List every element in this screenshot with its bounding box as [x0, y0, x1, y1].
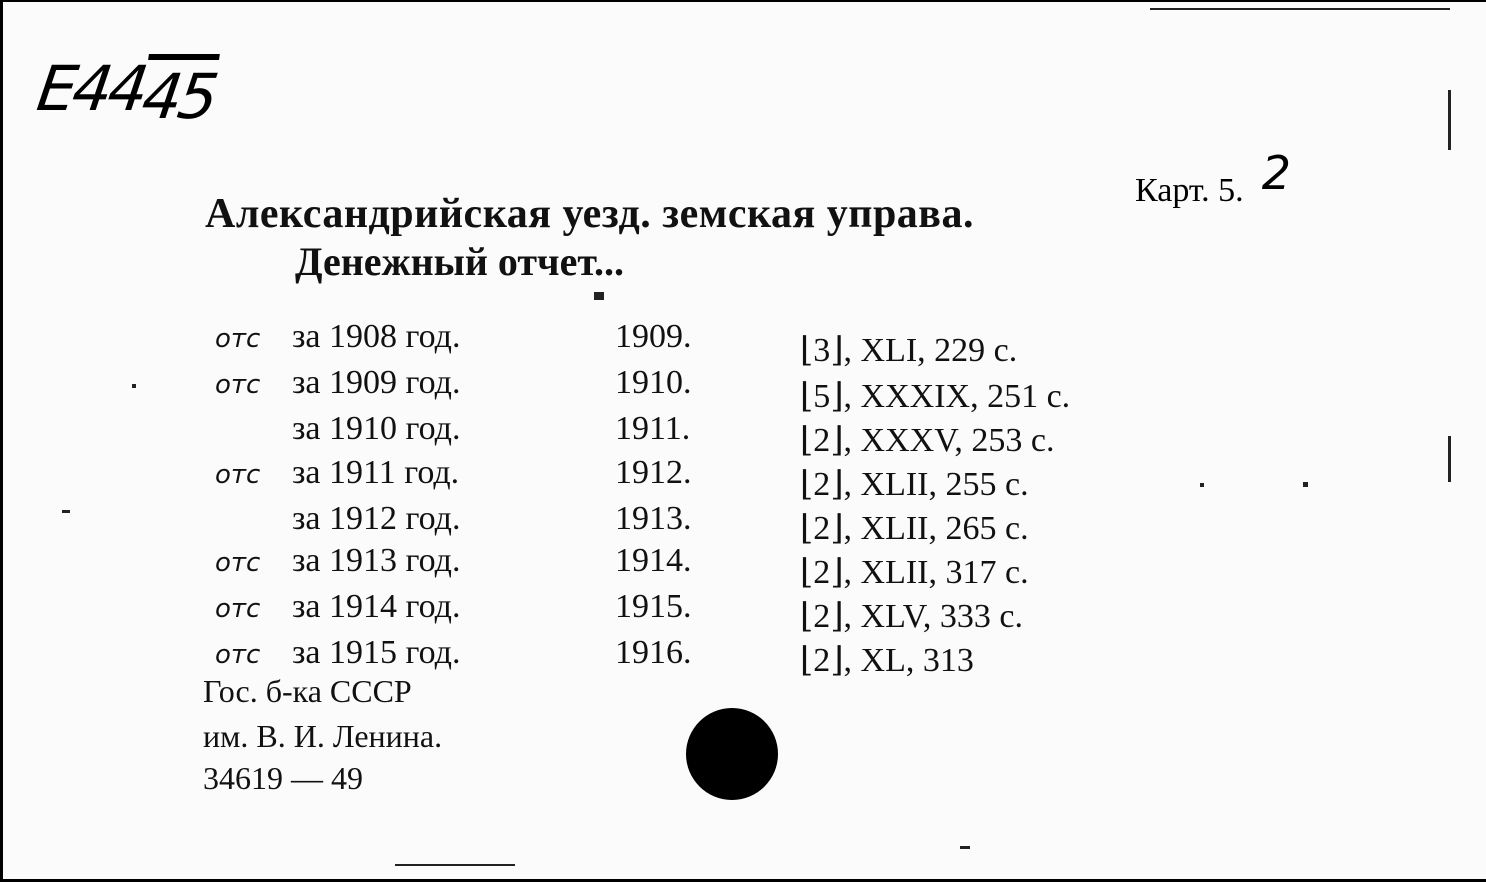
dust-speck — [594, 292, 604, 300]
card-title: Александрийская уезд. земская управа. — [205, 191, 974, 237]
dust-speck — [1303, 482, 1308, 487]
row-ref: ⌊2⌋, XL, 313 — [800, 642, 974, 679]
footer-card-code: 34619 — 49 — [203, 760, 363, 796]
report-row — [0, 634, 1200, 678]
row-mark: отс — [215, 594, 261, 624]
scratch-mark — [1150, 8, 1450, 10]
row-ref: ⌊2⌋, XLV, 333 с. — [800, 598, 1023, 635]
report-row — [0, 364, 1200, 415]
row-year: за 1914 год. — [292, 588, 461, 625]
row-ref: ⌊3⌋, XLI, 229 с. — [800, 332, 1018, 369]
footer-library: Гос. б-ка СССР — [203, 673, 412, 709]
card-number-handwritten: 2 — [1261, 146, 1291, 200]
row-pub-year: 1909. — [615, 318, 692, 355]
card-top-edge — [0, 0, 1486, 2]
row-pub-year: 1916. — [615, 634, 692, 671]
footer-library-name: им. В. И. Ленина. — [203, 718, 443, 754]
card-number — [1135, 146, 1291, 212]
row-year: за 1910 год. — [292, 410, 461, 447]
row-pub-year: 1915. — [615, 588, 692, 625]
row-mark: отс — [215, 460, 261, 490]
row-mark: отс — [215, 324, 261, 354]
row-year: за 1911 год. — [292, 454, 460, 491]
card-subtitle: Денежный отчет... — [295, 239, 624, 284]
row-ref: ⌊2⌋, XXXV, 253 с. — [800, 422, 1055, 459]
report-row — [0, 588, 1200, 635]
report-row — [0, 410, 1200, 459]
row-mark: отс — [215, 370, 261, 400]
report-row — [0, 318, 1200, 369]
dust-speck — [62, 510, 70, 513]
row-year: за 1912 год. — [292, 500, 461, 537]
row-ref: ⌊2⌋, XLII, 317 с. — [800, 554, 1029, 591]
row-year: за 1908 год. — [292, 318, 461, 355]
row-year: за 1913 год. — [292, 542, 461, 579]
row-pub-year: 1911. — [615, 410, 691, 447]
punch-hole — [686, 708, 778, 800]
report-row — [0, 542, 1200, 591]
row-pub-year: 1913. — [615, 500, 692, 537]
row-pub-year: 1912. — [615, 454, 692, 491]
report-row — [0, 500, 1200, 547]
shelfmark-sup: 45 — [137, 60, 219, 133]
row-ref: ⌊2⌋, XLII, 265 с. — [800, 510, 1029, 547]
row-ref: ⌊2⌋, XLII, 255 с. — [800, 466, 1029, 503]
row-mark: отс — [215, 548, 261, 578]
row-pub-year: 1910. — [615, 364, 692, 401]
shelfmark-main: E44 — [32, 52, 150, 125]
scratch-mark — [1448, 436, 1451, 482]
row-ref: ⌊5⌋, XXXIX, 251 с. — [800, 378, 1071, 415]
row-year: за 1909 год. — [292, 364, 461, 401]
scratch-mark — [1448, 90, 1451, 150]
shelfmark — [32, 52, 220, 133]
dust-speck — [132, 384, 136, 388]
row-year: за 1915 год. — [292, 634, 461, 671]
dust-speck — [960, 846, 970, 849]
dust-speck — [1200, 483, 1204, 487]
card-number-label: Карт. 5. — [1135, 172, 1244, 209]
row-pub-year: 1914. — [615, 542, 692, 579]
report-row — [0, 454, 1200, 503]
row-mark: отс — [215, 640, 261, 670]
scratch-mark — [395, 864, 515, 866]
